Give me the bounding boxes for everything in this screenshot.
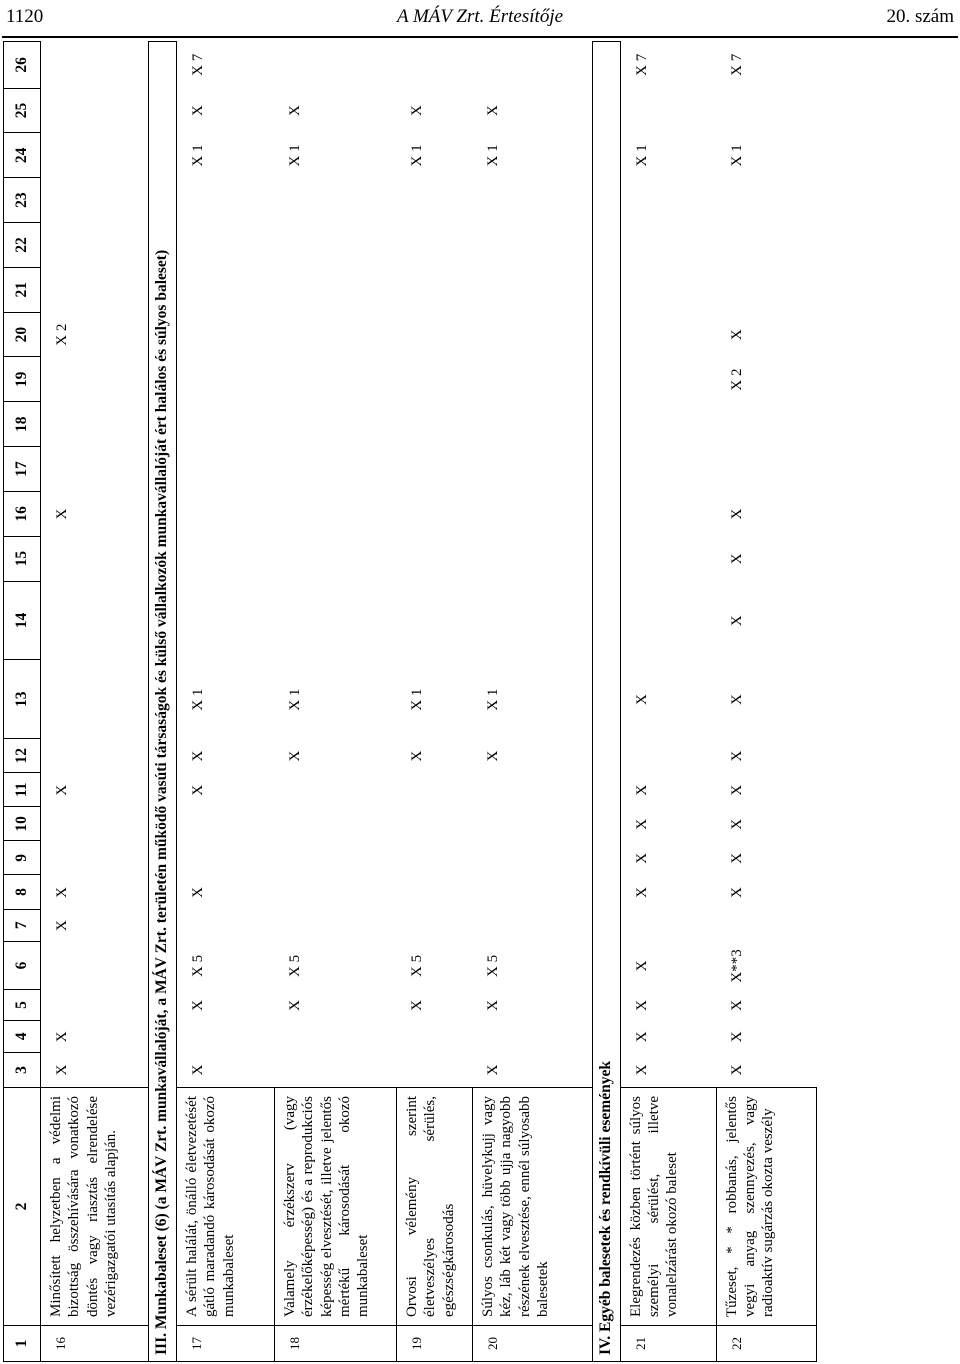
column-header: 4	[4, 1021, 40, 1053]
mark-cell: X	[729, 1031, 746, 1043]
row-description: Orvosi vélemény szerint életveszélyes sérülés, egészségkárosodás	[396, 1088, 472, 1326]
rotated-table-container	[3, 42, 933, 1362]
row-number: 16	[41, 1326, 149, 1362]
row-description: Elegrendezés közben történt súlyos személyi sérülést, illetve vonalelzárást okozó baleset	[620, 1088, 716, 1326]
mark-cell	[716, 402, 746, 447]
page-header	[0, 0, 960, 40]
mark-cell: X**3	[729, 949, 746, 983]
mark-cell	[472, 223, 502, 268]
mark-cell: X	[729, 887, 746, 898]
mark-cell: X 1	[633, 144, 650, 167]
mark-cell: X	[633, 1064, 650, 1076]
mark-cell: X	[729, 508, 746, 520]
column-header: 13	[4, 660, 40, 739]
row-number: 22	[716, 1326, 816, 1362]
mark-cell	[274, 1053, 304, 1087]
column-header: 19	[4, 357, 40, 402]
mark-cell: X	[54, 920, 70, 932]
mark-cell: X	[189, 105, 206, 116]
section-row	[592, 42, 620, 1362]
column-header: 26	[4, 42, 40, 89]
mark-cell	[274, 402, 304, 447]
column-header: 17	[4, 447, 40, 492]
mark-cell	[621, 739, 651, 773]
mark-cell	[621, 267, 651, 312]
mark-cell	[396, 909, 426, 941]
mark-cell: X 7	[189, 53, 206, 76]
mark-cell	[274, 492, 304, 537]
mark-cell	[274, 841, 304, 875]
table-row	[41, 42, 149, 1362]
section-heading-IV: IV. Egyéb balesetek és rendkívüli események	[592, 42, 620, 1362]
mark-cell: X	[54, 887, 70, 898]
mark-cell: X	[729, 329, 746, 341]
column-header: 3	[13, 1066, 30, 1074]
row-number: 17	[176, 1326, 274, 1362]
mark-cell	[472, 536, 502, 581]
mark-cell: X	[485, 999, 502, 1011]
mark-cell: X 7	[633, 53, 650, 76]
mark-cell	[716, 267, 746, 312]
mark-cell	[716, 909, 746, 941]
mark-cell: X 5	[485, 954, 502, 977]
mark-cell	[396, 1021, 426, 1053]
mark-cell	[41, 660, 71, 739]
mark-cell: X	[729, 750, 746, 762]
mark-cell: X 1	[485, 688, 502, 711]
column-header: 24	[4, 133, 40, 178]
mark-cell: X	[409, 999, 426, 1011]
mark-cell	[274, 267, 304, 312]
column-header: 21	[4, 268, 40, 313]
mark-cell: X	[189, 1064, 206, 1076]
issue-number: 20. szám	[886, 6, 954, 27]
mark-cell	[472, 807, 502, 841]
mark-cell: X	[485, 1064, 502, 1076]
mark-cell: X	[485, 750, 502, 762]
mark-cell	[177, 841, 207, 875]
table-row	[620, 42, 716, 1362]
mark-cell	[716, 223, 746, 268]
mark-cell	[472, 581, 502, 660]
mark-cell	[396, 581, 426, 660]
mark-cell	[274, 773, 304, 807]
column-header: 2	[4, 1088, 41, 1326]
mark-cell: X 7	[729, 53, 746, 76]
mark-cell: X	[287, 750, 304, 762]
mark-cell: X	[729, 852, 746, 864]
mark-cell	[41, 267, 71, 312]
mark-cell	[274, 1021, 304, 1053]
column-header: 20	[4, 313, 40, 358]
mark-cell: X	[729, 615, 746, 627]
mark-cell	[177, 312, 207, 357]
mark-cell	[177, 178, 207, 223]
mark-cell: X	[189, 887, 206, 898]
mark-cell	[621, 447, 651, 492]
mark-cell: X 1	[287, 144, 304, 167]
mark-cell: X	[729, 553, 746, 565]
mark-cell: X 1	[189, 144, 206, 167]
row-description: Tűzeset, * * robbanás, jelentős vegyi anyag szennyezés, vagy radioaktív sugárzás okozta veszély	[716, 1088, 816, 1326]
mark-cell: X	[633, 784, 650, 796]
mark-cell	[621, 492, 651, 537]
mark-cell	[396, 357, 426, 402]
mark-cell: X 2	[54, 323, 70, 346]
incident-table	[3, 41, 817, 1362]
mark-cell: X	[729, 1064, 746, 1076]
row-marks	[716, 42, 746, 1088]
row-marks	[396, 42, 426, 1088]
mark-cell: X	[633, 694, 650, 706]
mark-cell	[396, 536, 426, 581]
mark-cell	[177, 1021, 207, 1053]
mark-cell: X	[189, 784, 206, 796]
mark-cell	[621, 402, 651, 447]
mark-cell: X	[633, 960, 650, 972]
mark-cell	[396, 447, 426, 492]
mark-cell	[472, 402, 502, 447]
row-number: 18	[274, 1326, 396, 1362]
mark-cell: X	[485, 105, 502, 116]
mark-cell	[396, 402, 426, 447]
mark-cell: X	[54, 784, 70, 796]
mark-cell: X 1	[287, 688, 304, 711]
mark-cell	[274, 536, 304, 581]
mark-cell	[274, 223, 304, 268]
mark-cell	[621, 581, 651, 660]
mark-cell	[396, 492, 426, 537]
mark-cell	[716, 178, 746, 223]
row-description: A sérült halálát, önálló életvezetését gátló maradandó károsodását okozó munkabaleset	[176, 1088, 274, 1326]
mark-cell: X	[729, 694, 746, 706]
row-marks	[472, 42, 502, 1088]
column-header: 18	[4, 402, 40, 447]
row-marks	[41, 42, 71, 1088]
mark-cell: X	[409, 750, 426, 762]
mark-cell	[41, 841, 71, 875]
column-header: 14	[4, 582, 40, 661]
row-description: Súlyos csonkulás, hüvelykujj vagy kéz, láb két vagy több ujja nagyobb részének elvesztése, ennél súlyosabb balesetek	[472, 1088, 592, 1326]
mark-cell	[41, 178, 71, 223]
mark-cell	[472, 773, 502, 807]
column-header: 25	[4, 89, 40, 134]
column-header: 10	[4, 807, 40, 841]
column-header: 5	[4, 990, 40, 1021]
mark-cell	[274, 312, 304, 357]
mark-cell	[472, 909, 502, 941]
column-header: 6	[4, 942, 40, 990]
mark-cell	[472, 357, 502, 402]
mark-cell: X 5	[189, 954, 206, 977]
mark-cell: X	[189, 750, 206, 762]
mark-cell	[621, 909, 651, 941]
mark-cell	[396, 773, 426, 807]
mark-cell	[472, 492, 502, 537]
mark-cell	[716, 447, 746, 492]
column-header: 7	[4, 910, 40, 942]
mark-cell	[177, 807, 207, 841]
mark-cell: X 5	[287, 954, 304, 977]
row-marks	[274, 42, 304, 1088]
mark-cell: X	[409, 105, 426, 116]
mark-cell	[41, 88, 71, 133]
column-header: 11	[4, 773, 40, 807]
mark-cell	[274, 581, 304, 660]
mark-cell	[472, 312, 502, 357]
mark-cell	[396, 1053, 426, 1087]
mark-cell	[177, 909, 207, 941]
mark-cell: X 1	[485, 144, 502, 167]
mark-cell: X 1	[409, 144, 426, 167]
mark-cell	[41, 581, 71, 660]
mark-cell: X 5	[409, 954, 426, 977]
mark-cell	[274, 178, 304, 223]
mark-cell: X	[54, 508, 70, 520]
mark-cell: X	[189, 999, 206, 1011]
mark-cell	[274, 807, 304, 841]
mark-cell	[396, 42, 426, 89]
mark-cell	[472, 178, 502, 223]
mark-cell	[396, 178, 426, 223]
mark-cell	[472, 42, 502, 89]
row-number: 20	[472, 1326, 592, 1362]
column-header: 1	[4, 1326, 41, 1362]
mark-cell	[41, 133, 71, 178]
mark-cell	[274, 447, 304, 492]
mark-cell: X 1	[409, 688, 426, 711]
mark-cell	[41, 536, 71, 581]
row-number: 21	[620, 1326, 716, 1362]
mark-cell	[177, 447, 207, 492]
mark-cell	[41, 739, 71, 773]
row-description: Minősített helyzetben a védelmi bizottság összehívására vonatkozó döntés vagy riasztás elrendelése vezérigazgatói utasítás alapján.	[41, 1088, 149, 1326]
mark-cell	[621, 178, 651, 223]
mark-cell: X	[633, 887, 650, 898]
mark-cell	[274, 909, 304, 941]
mark-cell: X	[287, 105, 304, 116]
mark-cell	[621, 357, 651, 402]
column-header: 23	[4, 178, 40, 223]
column-header-group	[4, 42, 40, 1087]
mark-cell: X	[54, 1064, 70, 1076]
mark-cell	[621, 88, 651, 133]
header-rule	[2, 36, 958, 38]
mark-cell	[472, 841, 502, 875]
mark-cell	[41, 447, 71, 492]
row-marks	[177, 42, 207, 1088]
mark-cell	[177, 357, 207, 402]
mark-cell	[41, 223, 71, 268]
mark-cell	[621, 536, 651, 581]
mark-cell	[716, 88, 746, 133]
mark-cell: X	[54, 1031, 70, 1043]
mark-cell	[621, 223, 651, 268]
mark-cell	[274, 357, 304, 402]
mark-cell	[41, 942, 71, 990]
mark-cell	[177, 402, 207, 447]
mark-cell	[396, 223, 426, 268]
mark-cell: X 1	[189, 688, 206, 711]
row-description: Valamely érzékszerv (vagy érzékelőképesség) és a reprodukciós képesség elvesztését, illetve jelentős mértékű károsodását okozó munkabaleset	[274, 1088, 396, 1326]
mark-cell	[472, 875, 502, 909]
mark-cell	[396, 841, 426, 875]
mark-cell	[41, 990, 71, 1020]
column-header-row	[4, 42, 41, 1362]
column-header: 22	[4, 223, 40, 268]
column-header: 8	[4, 875, 40, 909]
mark-cell	[41, 807, 71, 841]
mark-cell	[177, 581, 207, 660]
column-header: 16	[4, 492, 40, 537]
mark-cell: X 1	[729, 144, 746, 167]
mark-cell: X	[633, 999, 650, 1011]
mark-cell	[41, 42, 71, 89]
mark-cell	[41, 402, 71, 447]
mark-cell	[41, 357, 71, 402]
mark-cell	[396, 807, 426, 841]
mark-cell: X	[633, 818, 650, 830]
section-row	[149, 42, 177, 1362]
mark-cell	[274, 875, 304, 909]
table-row	[396, 42, 472, 1362]
mark-cell: X	[633, 1031, 650, 1043]
section-heading-III: III. Munkabaleset (6) (a MÁV Zrt. munkavállalóját, a MÁV Zrt. területén működő vasúti társaságok és külső vállalkozók munkavállalóját ért halálos és súlyos baleset)	[149, 42, 177, 1362]
mark-cell	[396, 875, 426, 909]
mark-cell	[472, 267, 502, 312]
table-row	[176, 42, 274, 1362]
table-row	[472, 42, 592, 1362]
journal-title: A MÁV Zrt. Értesítője	[396, 6, 564, 27]
mark-cell: X	[729, 784, 746, 796]
mark-cell	[396, 267, 426, 312]
table-row	[274, 42, 396, 1362]
mark-cell	[621, 312, 651, 357]
column-header: 9	[4, 841, 40, 875]
mark-cell: X	[287, 999, 304, 1011]
mark-cell: X	[729, 999, 746, 1011]
mark-cell	[177, 492, 207, 537]
mark-cell	[177, 536, 207, 581]
column-header: 12	[4, 739, 40, 773]
mark-cell	[472, 447, 502, 492]
mark-cell	[472, 1021, 502, 1053]
mark-cell: X 2	[729, 368, 746, 391]
row-marks	[621, 42, 651, 1088]
mark-cell	[177, 223, 207, 268]
table-row	[716, 42, 816, 1362]
mark-cell	[396, 312, 426, 357]
mark-cell	[177, 267, 207, 312]
mark-cell: X	[633, 852, 650, 864]
mark-cell	[274, 42, 304, 89]
mark-cell: X	[729, 818, 746, 830]
column-header: 15	[4, 537, 40, 582]
page-number: 1120	[6, 6, 44, 27]
row-number: 19	[396, 1326, 472, 1362]
